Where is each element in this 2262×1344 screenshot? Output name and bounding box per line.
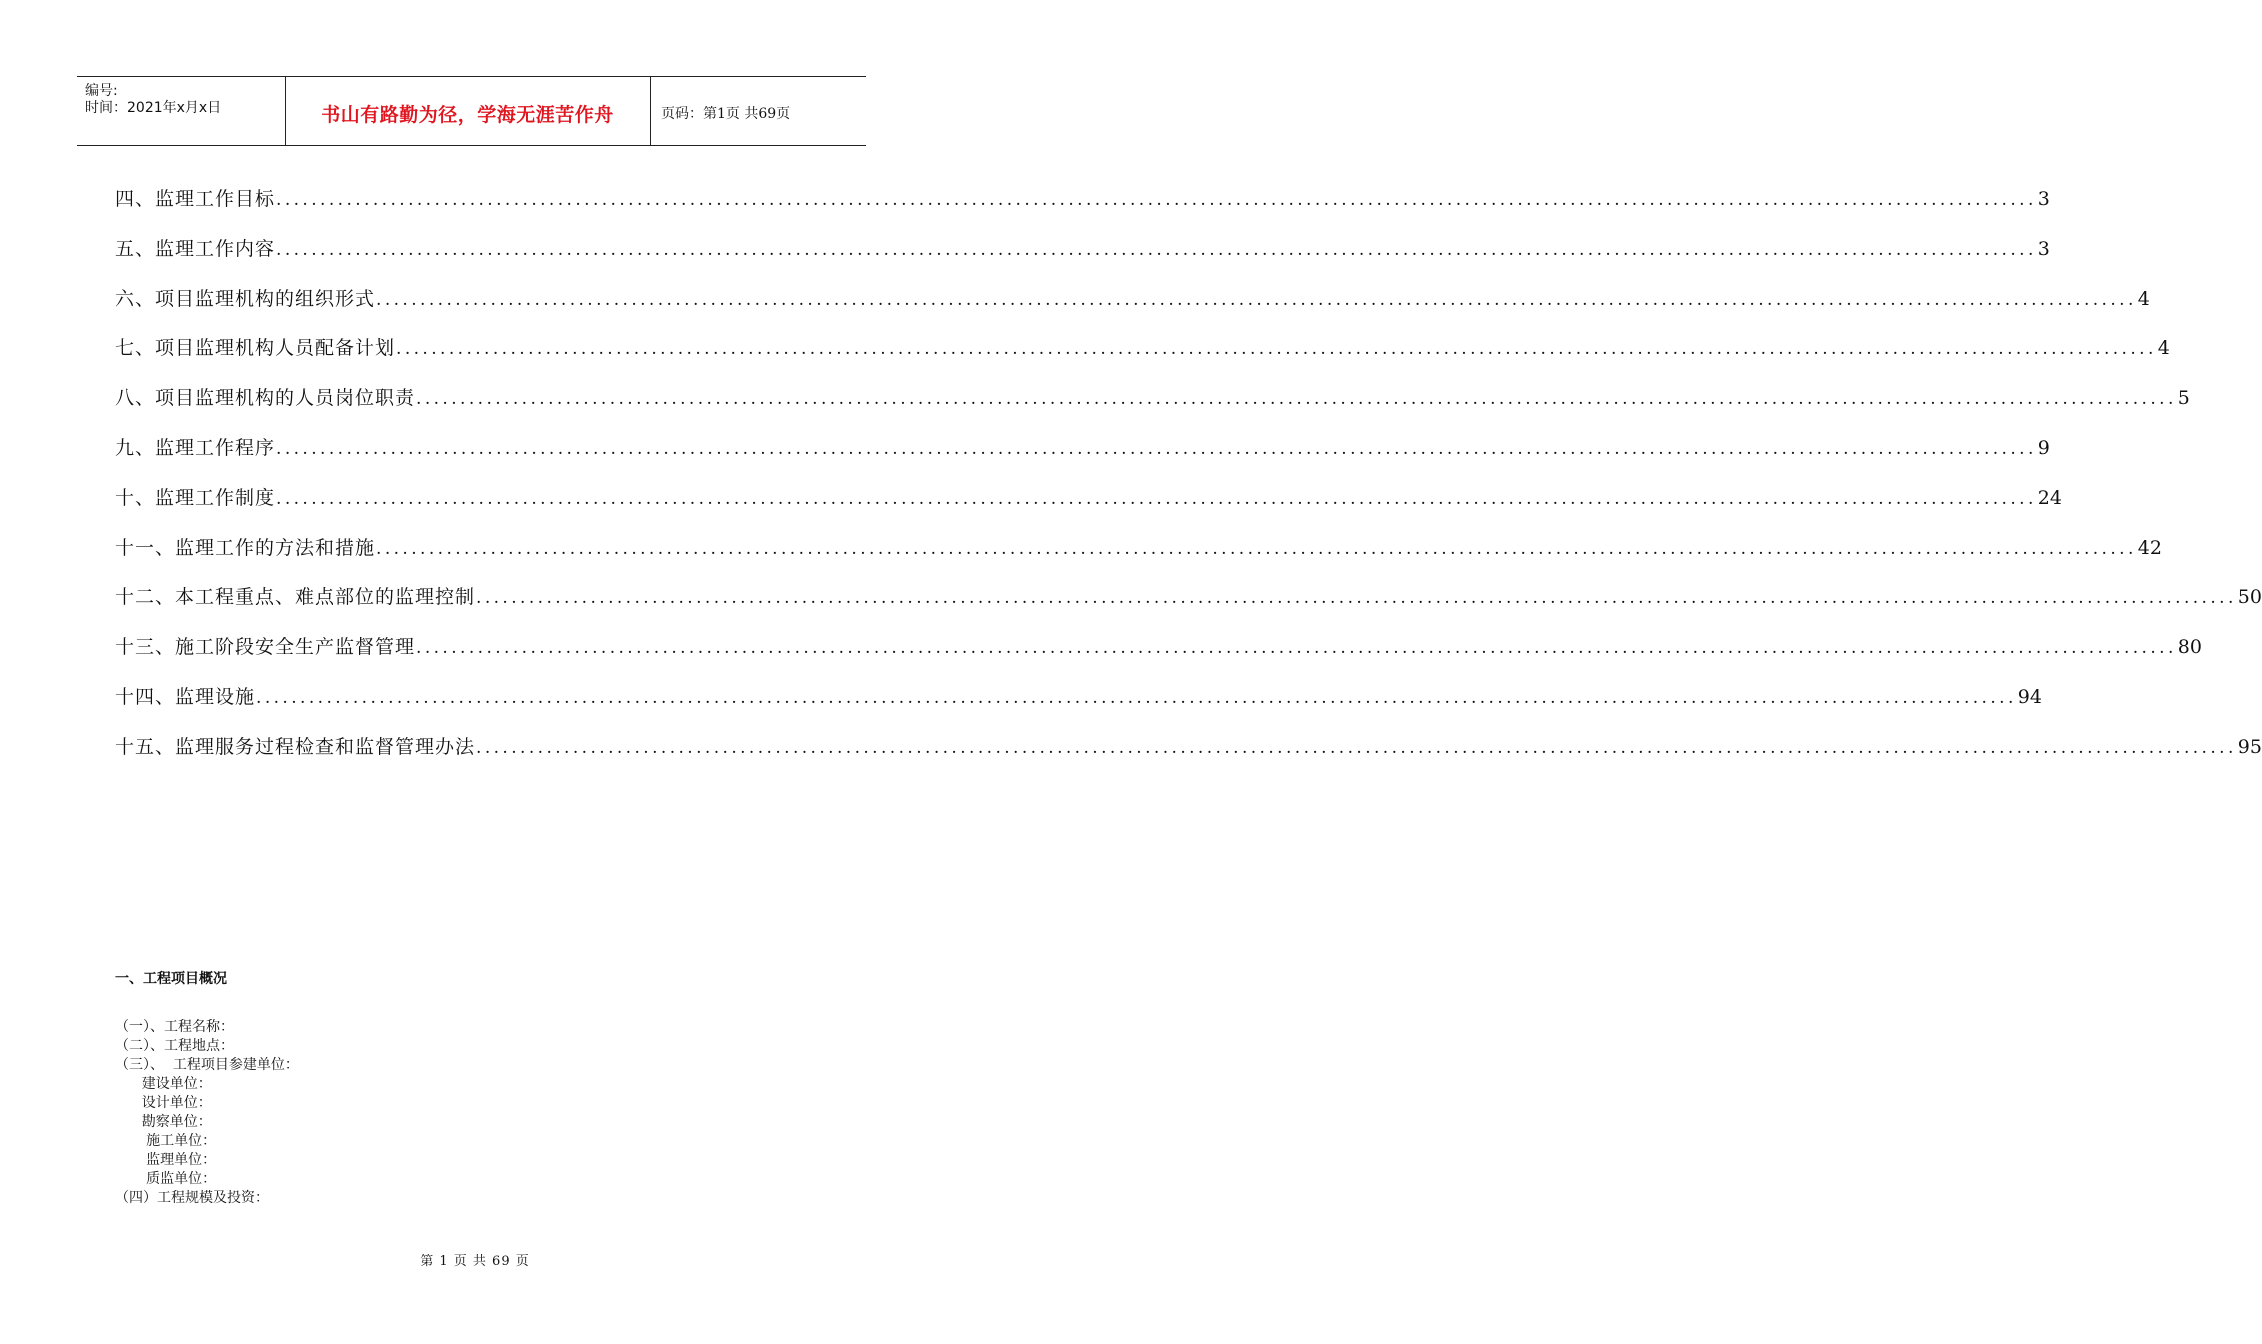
toc-entry[interactable] xyxy=(115,433,2050,483)
header-motto: 书山有路勤为径，学海无涯苦作舟 xyxy=(321,104,614,126)
toc-leader-dots: ........................................................................................................................................................................................................ xyxy=(276,190,2037,210)
toc-entry-title: 七、项目监理机构人员配备计划 xyxy=(115,337,396,360)
toc-entry-page: 9 xyxy=(2037,436,2050,459)
toc-leader-dots: ........................................................................................................................................................................................................ xyxy=(376,538,2137,559)
section-item: 设计单位： xyxy=(115,1095,212,1111)
toc-leader-dots: ........................................................................................................................................................................................................ xyxy=(276,488,2037,509)
toc-entry-page: 94 xyxy=(2017,685,2042,708)
toc-entry-title: 十一、监理工作的方法和措施 xyxy=(115,536,376,559)
toc-entry-page: 3 xyxy=(2037,237,2050,260)
toc-entry[interactable] xyxy=(115,533,2162,583)
toc-entry[interactable] xyxy=(115,383,2190,433)
section-item: （四）工程规模及投资： xyxy=(115,1190,269,1206)
toc-entry[interactable] xyxy=(115,184,2050,234)
toc-entry[interactable] xyxy=(115,234,2050,284)
toc-leader-dots: ........................................................................................................................................................................................................ xyxy=(256,687,2017,708)
toc-entry-page: 50 xyxy=(2237,586,2262,609)
toc-leader-dots: ........................................................................................................................................................................................................ xyxy=(416,638,2177,659)
toc-entry-page: 5 xyxy=(2177,387,2190,410)
toc-entry[interactable] xyxy=(115,333,2170,383)
toc-entry[interactable] xyxy=(115,483,2062,533)
number-label: 编号: xyxy=(85,83,118,99)
section-item: 监理单位： xyxy=(115,1152,217,1168)
toc-leader-dots: ........................................................................................................................................................................................................ xyxy=(376,289,2137,310)
toc-entry-title: 五、监理工作内容 xyxy=(115,237,276,260)
toc-entry[interactable] xyxy=(115,582,2262,632)
section-item: 质监单位： xyxy=(115,1171,217,1187)
toc-entry-title: 四、监理工作目标 xyxy=(115,188,276,210)
section-item: （一）、工程名称： xyxy=(115,1019,234,1035)
toc-entry-page: 80 xyxy=(2177,636,2202,659)
section-items xyxy=(115,1018,299,1208)
section-item: （二）、工程地点： xyxy=(115,1038,234,1054)
toc-entry-page: 95 xyxy=(2237,735,2262,758)
toc-entry-title: 九、监理工作程序 xyxy=(115,436,276,459)
page-header xyxy=(77,76,866,146)
toc-entry-title: 十、监理工作制度 xyxy=(115,486,276,509)
toc-entry-page: 42 xyxy=(2137,536,2162,559)
section-item: 施工单位： xyxy=(115,1133,217,1149)
toc-entry-page: 4 xyxy=(2157,337,2170,360)
section-heading: 一、工程项目概况 xyxy=(115,971,227,987)
toc-leader-dots: ........................................................................................................................................................................................................ xyxy=(276,239,2037,260)
header-divider xyxy=(650,77,651,145)
page-footer: 第 1 页 共 69 页 xyxy=(420,1254,530,1269)
section-item: （三）、 工程项目参建单位： xyxy=(115,1057,299,1073)
toc-entry[interactable] xyxy=(115,284,2150,334)
table-of-contents xyxy=(115,184,2262,782)
header-meta xyxy=(85,83,221,117)
toc-leader-dots: ........................................................................................................................................................................................................ xyxy=(476,588,2237,609)
toc-entry[interactable] xyxy=(115,682,2042,732)
toc-entry-page: 24 xyxy=(2037,486,2062,509)
section-item: 勘察单位： xyxy=(115,1114,212,1130)
toc-entry-page: 3 xyxy=(2037,188,2050,210)
toc-leader-dots: ........................................................................................................................................................................................................ xyxy=(476,737,2237,758)
toc-entry-title: 六、项目监理机构的组织形式 xyxy=(115,287,376,310)
toc-leader-dots: ........................................................................................................................................................................................................ xyxy=(416,389,2177,410)
toc-leader-dots: ........................................................................................................................................................................................................ xyxy=(276,438,2037,459)
toc-entry-title: 十二、本工程重点、难点部位的监理控制 xyxy=(115,586,476,609)
toc-entry-title: 十五、监理服务过程检查和监督管理办法 xyxy=(115,735,476,758)
time-label: 时间：2021年x月x日 xyxy=(85,100,222,116)
toc-entry[interactable] xyxy=(115,632,2202,682)
toc-entry-title: 十三、施工阶段安全生产监督管理 xyxy=(115,636,416,659)
toc-entry-title: 十四、监理设施 xyxy=(115,685,256,708)
toc-entry[interactable] xyxy=(115,732,2262,782)
header-page-label: 页码：第1页 共69页 xyxy=(661,106,791,122)
toc-entry-page: 4 xyxy=(2137,287,2150,310)
section-item: 建设单位： xyxy=(115,1076,212,1092)
toc-leader-dots: ........................................................................................................................................................................................................ xyxy=(396,339,2157,360)
toc-entry-title: 八、项目监理机构的人员岗位职责 xyxy=(115,387,416,410)
